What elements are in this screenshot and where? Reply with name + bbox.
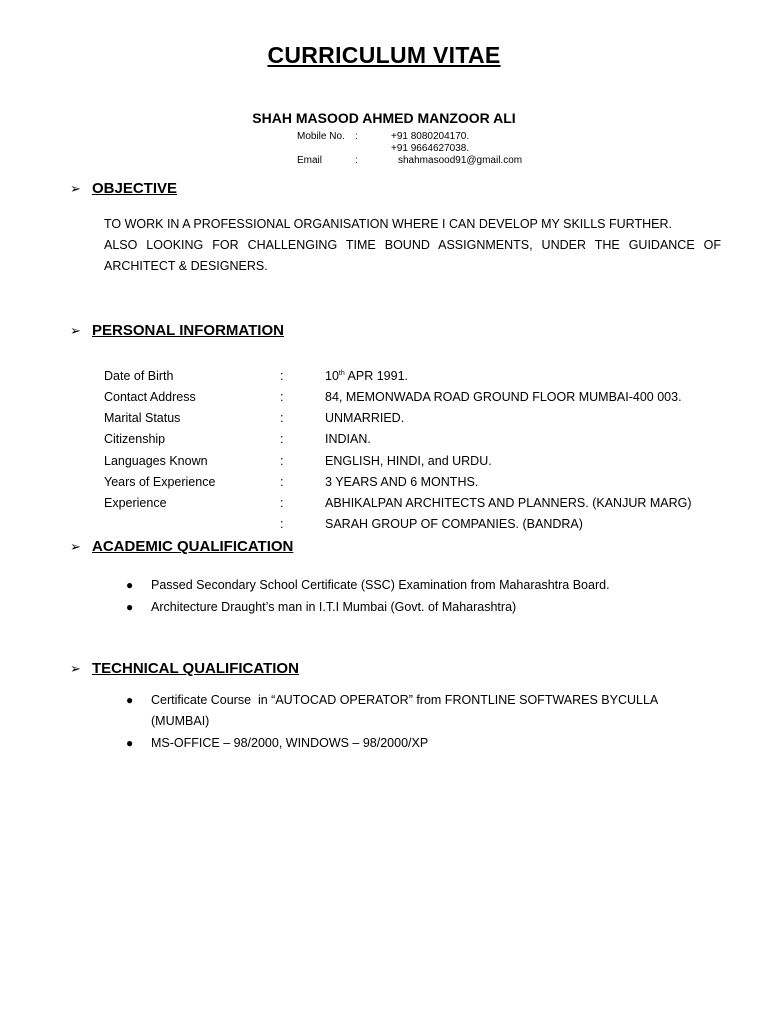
info-row-languages-known xyxy=(104,451,744,472)
objective-line: ALSO LOOKING FOR CHALLENGING TIME BOUND ASSIGNMENTS, UNDER THE GUIDANCE OF xyxy=(104,238,721,252)
info-value: ENGLISH, HINDI, and URDU. xyxy=(325,454,492,468)
info-label: Experience xyxy=(104,496,167,510)
info-colon: : xyxy=(280,390,284,404)
personal-information-heading-text: PERSONAL INFORMATION xyxy=(92,322,284,339)
info-value: 3 YEARS AND 6 MONTHS. xyxy=(325,475,479,489)
info-row-experience xyxy=(104,493,744,514)
info-value: UNMARRIED. xyxy=(325,411,405,425)
round-bullet-icon: ● xyxy=(126,578,134,592)
info-row-years-of-experience xyxy=(104,472,744,493)
objective-line: TO WORK IN A PROFESSIONAL ORGANISATION WHERE I CAN DEVELOP MY SKILLS FURTHER. xyxy=(104,217,672,231)
info-value: ABHIKALPAN ARCHITECTS AND PLANNERS. (KANJUR MARG) xyxy=(325,496,692,510)
info-value: INDIAN. xyxy=(325,432,371,446)
objective-paragraph xyxy=(104,214,721,277)
technical-list-item xyxy=(126,690,686,732)
technical-qualification-heading-text: TECHNICAL QUALIFICATION xyxy=(92,660,299,677)
arrowhead-bullet-icon: ➢ xyxy=(70,323,81,338)
info-value xyxy=(325,366,408,387)
email-colon: : xyxy=(355,155,358,166)
info-label: Contact Address xyxy=(104,390,196,404)
info-value: SARAH GROUP OF COMPANIES. (BANDRA) xyxy=(325,517,583,531)
mobile-colon: : xyxy=(355,131,358,142)
email-address: shahmasood91@gmail.com xyxy=(398,155,523,166)
info-label: Date of Birth xyxy=(104,369,174,383)
technical-item-text: MS-OFFICE – 98/2000, WINDOWS – 98/2000/XP xyxy=(151,736,429,750)
objective-line: ARCHITECT & DESIGNERS. xyxy=(104,259,268,273)
technical-qualification-heading xyxy=(70,660,299,677)
candidate-name: SHAH MASOOD AHMED MANZOOR ALI xyxy=(252,110,516,126)
info-colon: : xyxy=(280,454,284,468)
info-row-date-of-birth xyxy=(104,366,744,387)
info-colon: : xyxy=(280,517,284,531)
round-bullet-icon: ● xyxy=(126,600,134,614)
technical-item-text-continued: (MUMBAI) xyxy=(151,714,210,728)
technical-item-text: Certificate Course in “AUTOCAD OPERATOR” from FRONTLINE SOFTWARES BYCULLA xyxy=(151,693,659,707)
info-colon: : xyxy=(280,411,284,425)
dob-day: 10 xyxy=(325,369,339,383)
mobile-label: Mobile No. xyxy=(297,131,345,142)
info-value: 84, MEMONWADA ROAD GROUND FLOOR MUMBAI-400 003. xyxy=(325,390,682,404)
info-row-experience-continued xyxy=(104,514,744,535)
info-colon: : xyxy=(280,432,284,446)
mobile-number-2: +91 9664627038. xyxy=(391,143,470,154)
info-colon: : xyxy=(280,475,284,489)
info-label: Marital Status xyxy=(104,411,181,425)
arrowhead-bullet-icon: ➢ xyxy=(70,181,81,196)
contact-block xyxy=(297,131,557,171)
info-colon: : xyxy=(280,496,284,510)
mobile-number-1: +91 8080204170. xyxy=(391,131,470,142)
dob-day-suffix: th xyxy=(338,370,345,377)
info-row-citizenship xyxy=(104,429,744,450)
dob-month-year: APR 1991. xyxy=(344,369,408,383)
info-colon: : xyxy=(280,369,284,383)
email-label: Email xyxy=(297,155,323,166)
info-row-marital-status xyxy=(104,408,744,429)
personal-information-heading xyxy=(70,322,284,339)
arrowhead-bullet-icon: ➢ xyxy=(70,661,81,676)
academic-item-text: Architecture Draught’s man in I.T.I Mumbai (Govt. of Maharashtra) xyxy=(151,600,517,614)
info-label: Languages Known xyxy=(104,454,208,468)
objective-heading-text: OBJECTIVE xyxy=(92,180,178,197)
info-label: Years of Experience xyxy=(104,475,216,489)
academic-qualification-heading xyxy=(70,538,293,555)
info-label: Citizenship xyxy=(104,432,166,446)
info-row-contact-address xyxy=(104,387,744,408)
arrowhead-bullet-icon: ➢ xyxy=(70,539,81,554)
round-bullet-icon: ● xyxy=(126,693,134,707)
objective-heading xyxy=(70,180,177,197)
academic-qualification-heading-text: ACADEMIC QUALIFICATION xyxy=(92,538,294,555)
round-bullet-icon: ● xyxy=(126,736,134,750)
document-title: CURRICULUM VITAE xyxy=(267,42,501,68)
academic-item-text: Passed Secondary School Certificate (SSC) Examination from Maharashtra Board. xyxy=(151,578,610,592)
